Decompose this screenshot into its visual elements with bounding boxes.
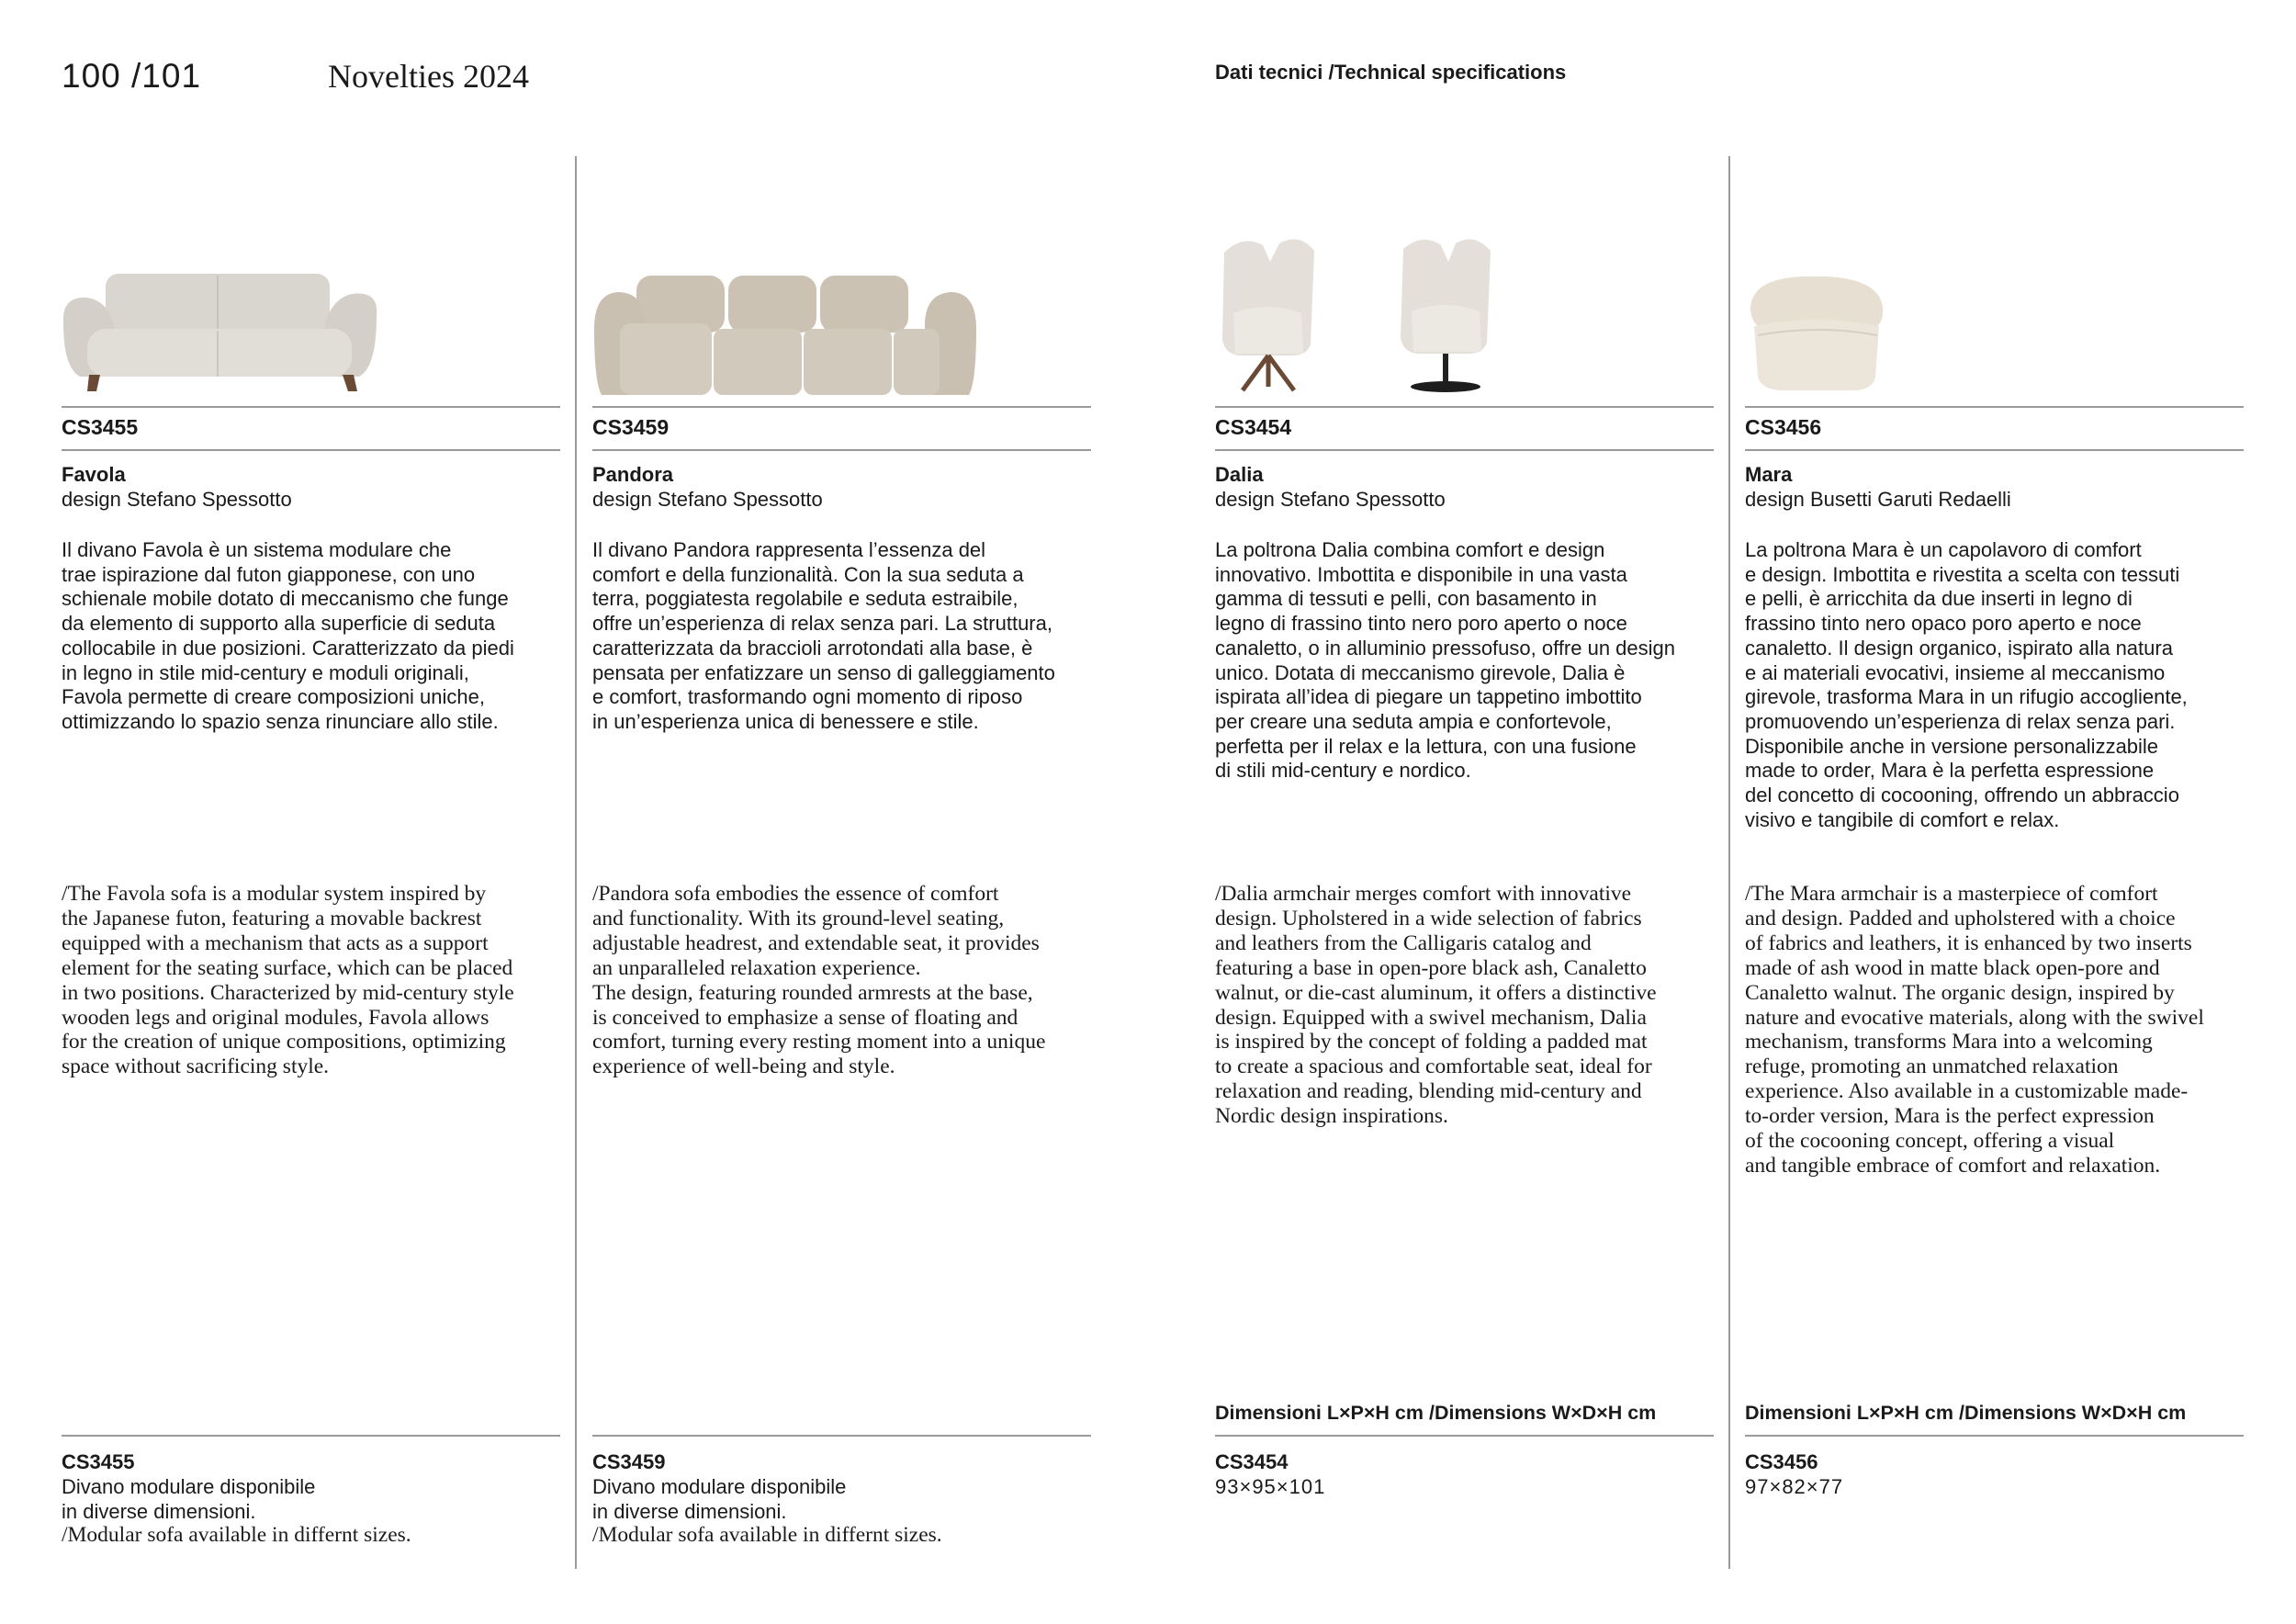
product-name: Dalia [1215,463,1264,486]
section-title: Dati tecnici /Technical specifications [1215,61,1567,84]
divider-rule [592,449,1091,451]
spec-dimensions: 97×82×77 [1745,1475,1844,1498]
column-divider [1728,156,1730,1569]
dimensions-label: Dimensioni L×P×H cm /Dimensions W×D×H cm [1215,1402,1657,1424]
description-italian: La poltrona Mara è un capolavoro di comfort e design. Imbottita e rivestita a scelta con tessuti e pelli, è arricchita da due inserti in legno di frassino tinto nero opaco poro aperto e noce canaletto. Il design organico, ispirato alla natura e ai materiali evocativi, insieme al meccanismo girevole, trasforma Mara in un rifugio accogliente, promuovendo un’esperienza di relax senza pari. Disponibile anche in versione personalizzabile made to order, Mara è la perfetta espressione del concetto di cocooning, offrendo un abbraccio visivo e tangibile di comfort e relax. [1745,538,2188,831]
divider-rule [592,406,1091,408]
spec-english: /Modular sofa available in differnt sizes. [62,1523,411,1547]
divider-rule [1215,1435,1714,1437]
divider-rule [1215,406,1714,408]
column-divider [575,156,577,1569]
product-code: CS3455 [62,415,139,439]
description-english: /Dalia armchair merges comfort with innovative design. Upholstered in a wide selection of fabrics and leathers from the Calligaris catalog and featuring a base in open-pore black ash, Canaletto walnut, or die-cast aluminum, it offers a distinctive design. Equipped with a swivel mechanism, Dalia is inspired by the concept of folding a padded mat to create a spacious and comfortable seat, ideal for relaxation and reading, blending mid-century and Nordic design inspirations. [1215,882,1657,1129]
description-italian: Il divano Pandora rappresenta l’essenza del comfort e della funzionalità. Con la sua seduta a terra, poggiatesta regolabile e seduta estraibile, offre un’esperienza di relax senza pari. La struttura, caratterizzata da braccioli arrotondati alla base, è pensata per enfatizzare un senso di galleggiamento e comfort, trasformando ogni momento di riposo in un’esperienza unica di benessere e stile. [592,538,1055,733]
spec-code: CS3454 [1215,1450,1289,1473]
divider-rule [1745,449,2244,451]
description-italian: Il divano Favola è un sistema modulare che trae ispirazione dal futon giapponese, con uno schienale mobile dotato di meccanismo che funge da elemento di supporto alla superficie di seduta collocabile in due posizioni. Caratterizzato da piedi in legno in stile mid-century e moduli originali, Favola permette di creare composizioni uniche, ottimizzando lo spazio senza rinunciare allo stile. [62,538,514,733]
divider-rule [1215,449,1714,451]
spec-italian: Divano modulare disponibile in diverse dimensioni. [592,1475,847,1523]
description-english: /Pandora sofa embodies the essence of comfort and functionality. With its ground-level seating, adjustable headrest, and extendable seat, it provides an unparalleled relaxation experience. The design, featuring rounded armrests at the base, is conceived to emphasize a sense of floating and comfort, turning every resting moment into a unique experience of well-being and style. [592,882,1046,1079]
divider-rule [1745,406,2244,408]
product-code: CS3456 [1745,415,1822,439]
product-name: Favola [62,463,126,486]
spec-code: CS3455 [62,1450,135,1473]
divider-rule [62,1435,560,1437]
product-designer: design Stefano Spessotto [1215,488,1446,511]
spec-italian: Divano modulare disponibile in diverse dimensioni. [62,1475,316,1523]
favola-sofa-image [62,220,560,395]
page-title: Novelties 2024 [328,58,529,95]
spec-code: CS3459 [592,1450,666,1473]
description-english: /The Mara armchair is a masterpiece of comfort and design. Padded and upholstered with a choice of fabrics and leathers, it is enhanced by two inserts made of ash wood in matte black open-pore and Canaletto walnut. The organic design, inspired by nature and evocative materials, along with the swivel mechanism, transforms Mara into a welcoming refuge, promoting an unmatched relaxation experience. Also available in a customizable made- to-order version, Mara is the perfect expression of the cocooning concept, offering a visual and tangible embrace of comfort and relaxation. [1745,882,2204,1178]
spec-code: CS3456 [1745,1450,1818,1473]
page-number: 100 /101 [62,57,202,95]
dimensions-label: Dimensioni L×P×H cm /Dimensions W×D×H cm [1745,1402,2187,1424]
product-name: Mara [1745,463,1793,486]
spec-dimensions: 93×95×101 [1215,1475,1326,1498]
divider-rule [1745,1435,2244,1437]
product-name: Pandora [592,463,674,486]
divider-rule [62,449,560,451]
product-code: CS3454 [1215,415,1292,439]
divider-rule [62,406,560,408]
description-english: /The Favola sofa is a modular system inspired by the Japanese futon, featuring a movable backrest equipped with a mechanism that acts as a support element for the seating surface, which can be placed in two positions. Characterized by mid-century style wooden legs and original modules, Favola allows for the creation of unique compositions, optimizing space without sacrificing style. [62,882,514,1079]
divider-rule [592,1435,1091,1437]
spec-english: /Modular sofa available in differnt sizes. [592,1523,942,1547]
product-code: CS3459 [592,415,670,439]
pandora-sofa-image [592,220,1091,395]
product-designer: design Stefano Spessotto [62,488,292,511]
mara-armchair-image [1745,271,2244,395]
product-designer: design Stefano Spessotto [592,488,823,511]
description-italian: La poltrona Dalia combina comfort e design innovativo. Imbottita e disponibile in una vasta gamma di tessuti e pelli, con basamento in legno di frassino tinto nero poro aperto o noce canaletto, o in alluminio pressofuso, offre un design unico. Dotata di meccanismo girevole, Dalia è ispirata all’idea di piegare un tappetino imbottito per creare una seduta ampia e confortevole, perfetta per il relax e la lettura, con una fusione di stili mid-century e nordico. [1215,538,1676,783]
product-designer: design Busetti Garuti Redaelli [1745,488,2011,511]
dalia-armchair-image [1215,225,1714,395]
